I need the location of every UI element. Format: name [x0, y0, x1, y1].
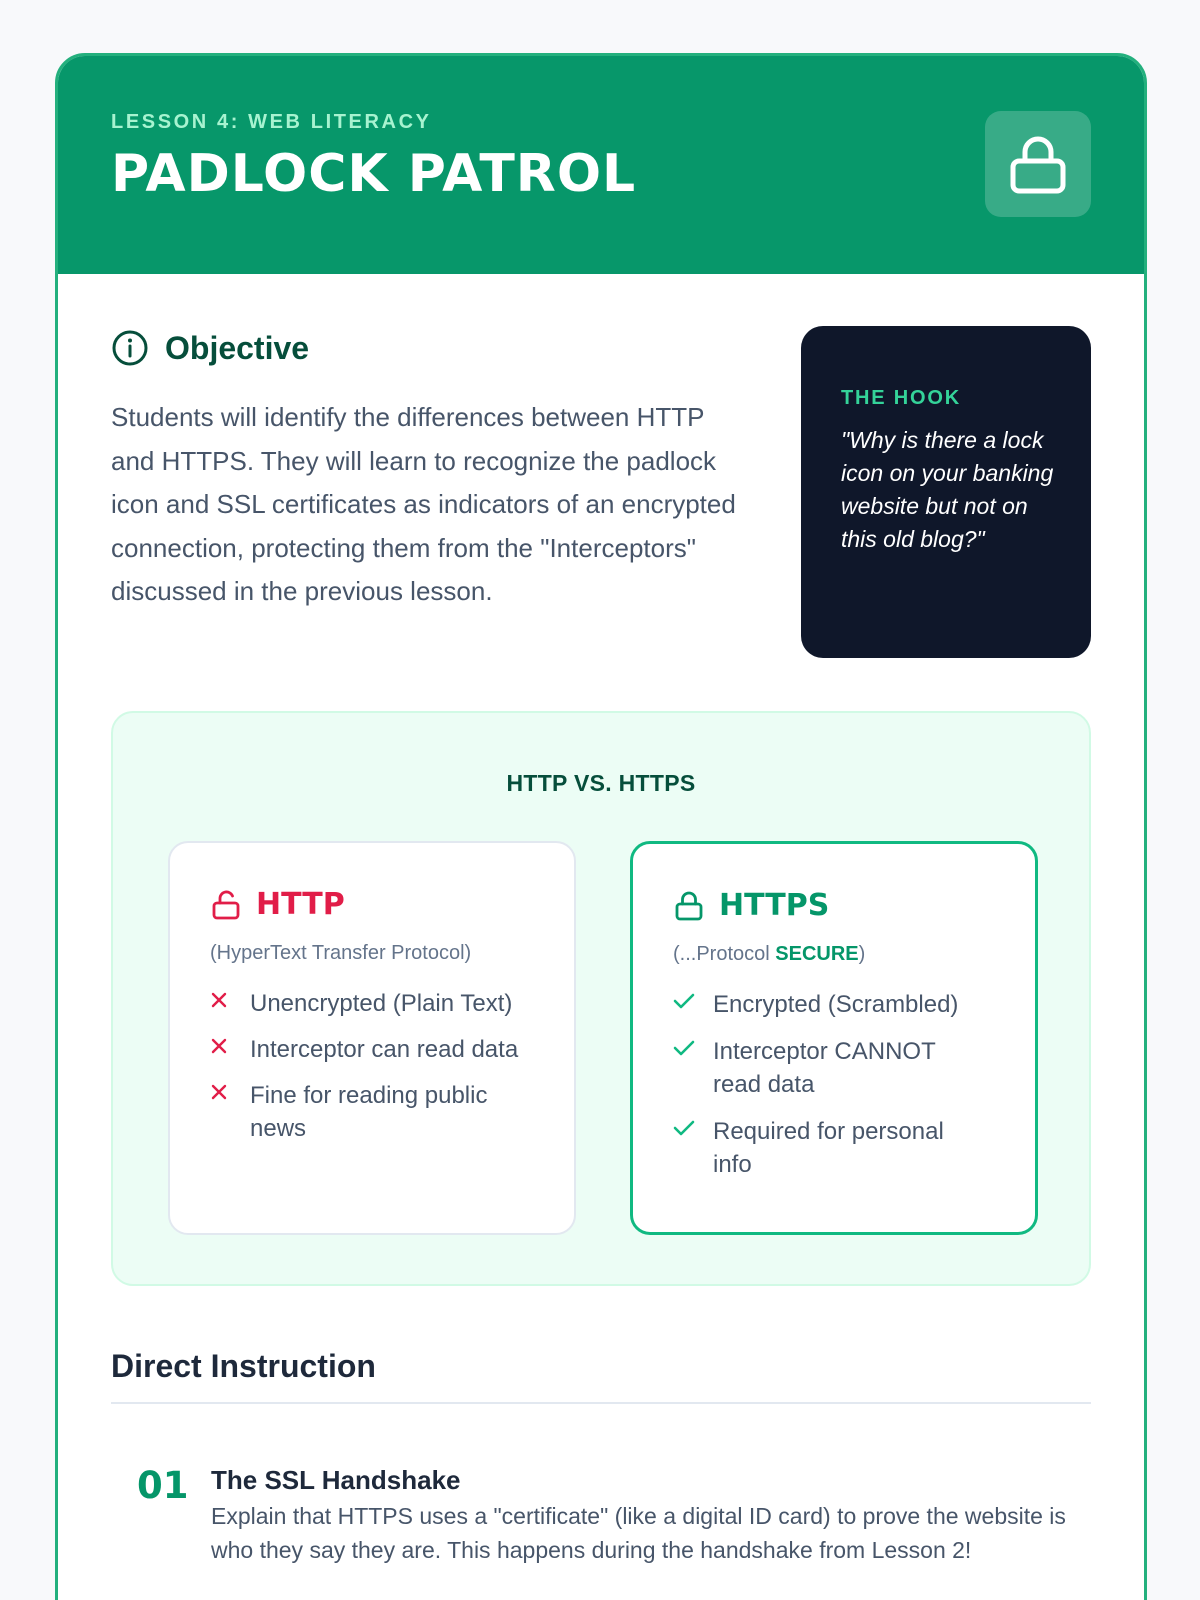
https-feature-list [673, 988, 975, 1181]
objective-row [111, 326, 1091, 658]
info-circle-icon [111, 329, 149, 367]
https-item-text: Required for personal info [713, 1118, 944, 1178]
list-item [673, 988, 975, 1021]
http-item-text: Interceptor can read data [250, 1036, 519, 1063]
http-subtitle: (HyperText Transfer Protocol) [210, 942, 472, 964]
step-number: 01 [137, 1464, 189, 1507]
lock-icon [985, 111, 1091, 217]
https-subtitle-strong: SECURE [775, 943, 859, 965]
http-card-heading [210, 887, 574, 923]
comparison-title: HTTP VS. HTTPS [506, 770, 696, 796]
cross-icon [210, 987, 250, 1020]
step-title: The SSL Handshake [211, 1465, 461, 1495]
list-item [673, 1115, 975, 1181]
cross-icon [210, 1079, 250, 1145]
direct-instruction-heading: Direct Instruction [111, 1346, 1091, 1404]
lesson-label: LESSON 4: WEB LITERACY [111, 111, 432, 133]
hook-quote: "Why is there a lock icon on your banking website but not on this old blog?" [841, 427, 1054, 552]
list-item [673, 1035, 975, 1101]
http-item-text: Fine for reading public news [250, 1082, 488, 1142]
lesson-header [58, 56, 1144, 274]
list-item [210, 987, 544, 1020]
http-feature-list [210, 987, 544, 1145]
comparison-panel [111, 711, 1091, 1286]
https-subtitle [673, 942, 1035, 966]
http-name: HTTP [256, 887, 345, 922]
https-subtitle-suffix: ) [858, 943, 866, 965]
https-item-text: Interceptor CANNOT read data [713, 1038, 936, 1098]
objective-heading [111, 328, 751, 368]
https-item-text: Encrypted (Scrambled) [713, 991, 959, 1018]
lesson-card [55, 53, 1147, 1600]
check-icon [673, 1115, 713, 1181]
page-title: PADLOCK PATROL [111, 144, 637, 204]
http-card [168, 841, 576, 1235]
objective-section [111, 326, 751, 658]
hook-card [801, 326, 1091, 658]
https-name: HTTPS [719, 888, 830, 923]
cross-icon [210, 1033, 250, 1066]
unlocked-padlock-icon [210, 889, 242, 921]
hook-label: THE HOOK [841, 387, 961, 409]
objective-text: Students will identify the differences between HTTP and HTTPS. They will learn to recognize the padlock icon and SSL certificates as indicators of an encrypted connection, protecting them from the "Interceptors" discussed in the previous lesson. [111, 402, 736, 606]
instruction-step [111, 1464, 1091, 1567]
https-card [630, 841, 1038, 1235]
step-body [211, 1464, 1091, 1567]
list-item [210, 1079, 544, 1145]
http-item-text: Unencrypted (Plain Text) [250, 990, 513, 1017]
https-card-heading [673, 888, 1035, 924]
check-icon [673, 1035, 713, 1101]
step-text: Explain that HTTPS uses a "certificate" (like a digital ID card) to prove the website is who they say they are. This happens during the handshake from Lesson 2! [211, 1503, 1066, 1563]
list-item [210, 1033, 544, 1066]
lesson-body [58, 274, 1144, 1567]
https-subtitle-prefix: (...Protocol [673, 943, 776, 965]
check-icon [673, 988, 713, 1021]
locked-padlock-icon [673, 890, 705, 922]
objective-heading-text: Objective [165, 330, 310, 366]
